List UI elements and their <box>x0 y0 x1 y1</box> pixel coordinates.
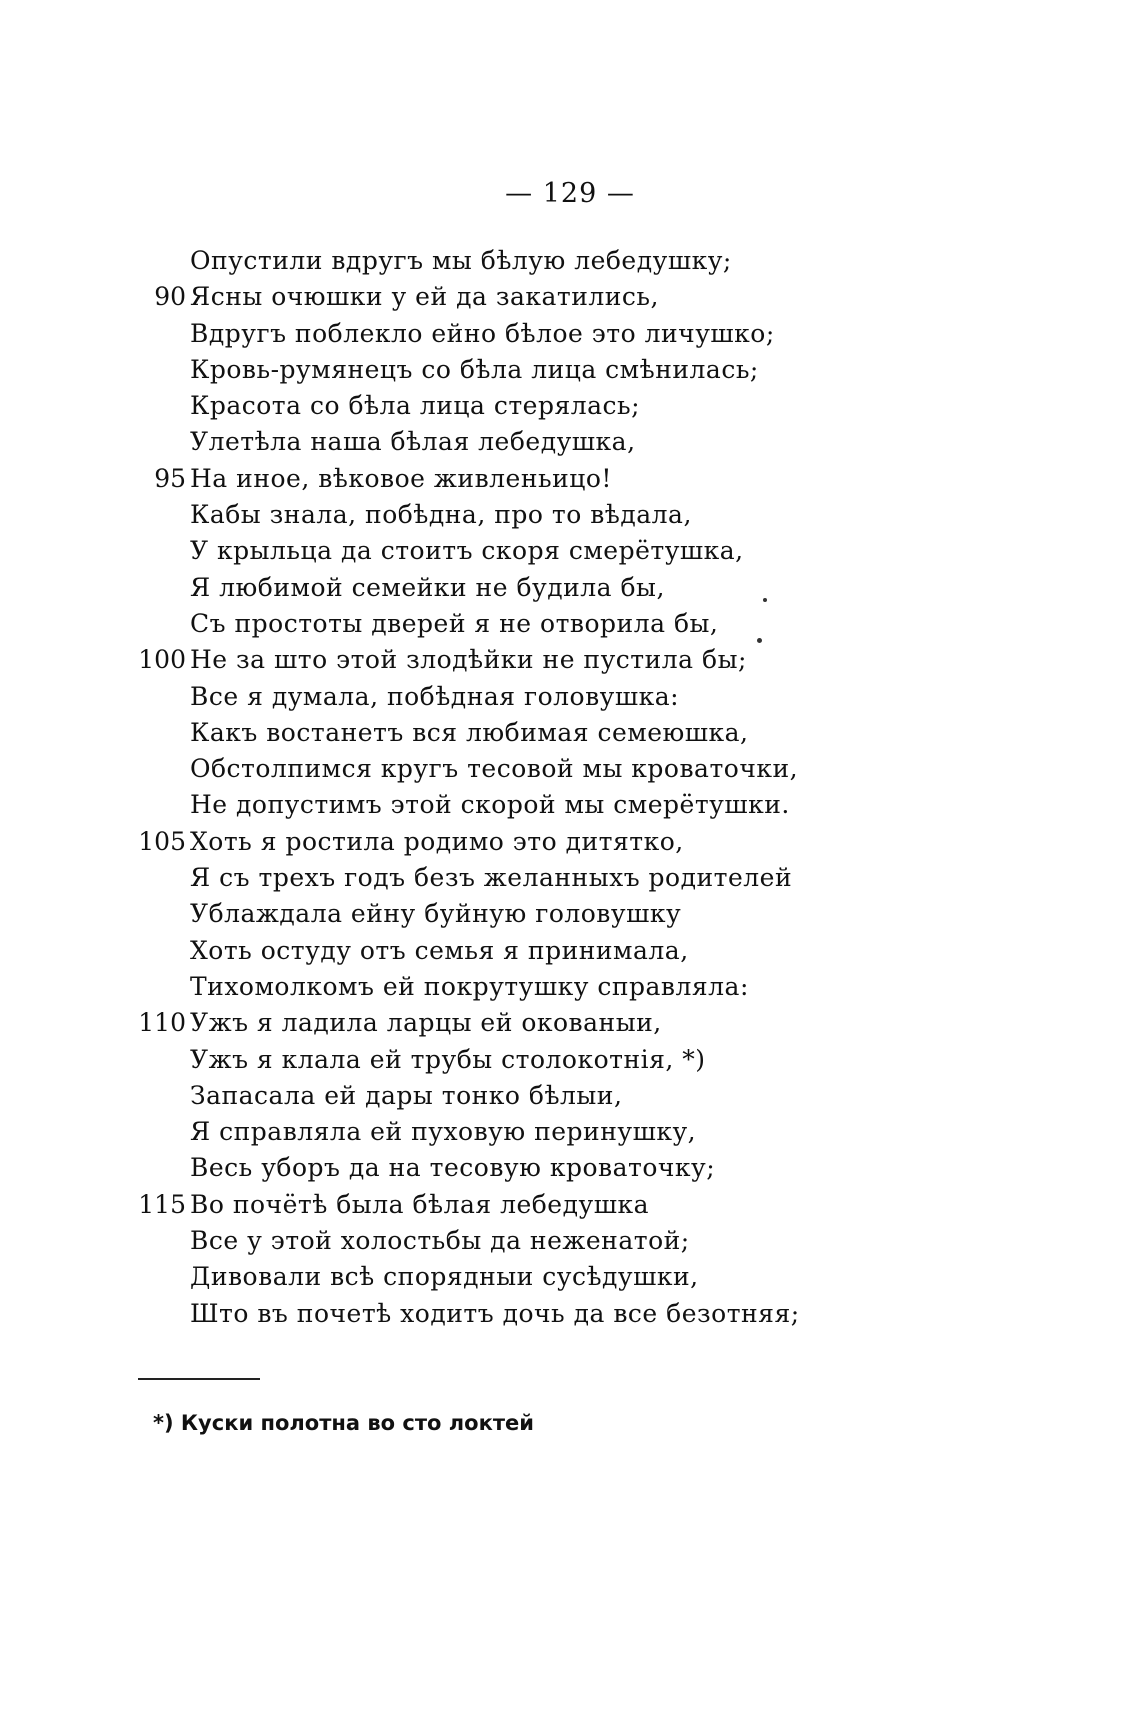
verse-line <box>130 352 1030 388</box>
print-speck <box>757 638 762 643</box>
line-text: Съ простоты дверей я не отворила бы, <box>190 608 719 638</box>
line-text: Все я думала, побѣдная головушка: <box>190 681 680 711</box>
verse-line <box>130 1259 1030 1295</box>
line-number: 100 <box>138 645 186 675</box>
line-number: 90 <box>154 282 186 312</box>
verse-line <box>130 461 1030 497</box>
line-text: Хоть остуду отъ семья я принимала, <box>190 935 689 965</box>
verse-line <box>130 715 1030 751</box>
verse-line <box>130 933 1030 969</box>
verse-line <box>130 606 1030 642</box>
verse-line <box>130 969 1030 1005</box>
line-text: Тихомолкомъ ей покрутушку справляла: <box>190 971 749 1001</box>
line-text: Весь уборъ да на тесовую кроваточку; <box>190 1153 716 1183</box>
verse-line <box>130 679 1030 715</box>
line-text: Не допустимъ этой скорой мы смерётушки. <box>190 790 790 820</box>
line-text: Все у этой холостьбы да неженатой; <box>190 1226 690 1256</box>
footnote: *) Куски полотна во сто локтей <box>153 1411 534 1435</box>
line-text: Обстолпимся кругъ тесовой мы кроваточки, <box>190 754 799 784</box>
line-text: Во почётѣ была бѣлая лебедушка <box>190 1189 649 1219</box>
page-number: — 129 — <box>505 178 635 209</box>
verse-line <box>130 424 1030 460</box>
poem-text <box>130 243 1030 1332</box>
line-text: Што въ почетѣ ходитъ дочь да все безотняя; <box>190 1298 800 1328</box>
line-text: У крыльца да стоитъ скоря смерётушка, <box>190 536 744 566</box>
line-text: Я съ трехъ годъ безъ желанныхъ родителей <box>190 863 793 893</box>
verse-line <box>130 1005 1030 1041</box>
verse-line <box>130 497 1030 533</box>
line-text: Какъ востанетъ вся любимая семеюшка, <box>190 717 749 747</box>
line-text: На иное, вѣковое живленьицо! <box>190 463 612 493</box>
verse-line <box>130 570 1030 606</box>
footnote-rule <box>138 1378 260 1380</box>
line-number: 105 <box>138 826 186 856</box>
print-speck <box>763 598 767 602</box>
verse-line <box>130 243 1030 279</box>
verse-line <box>130 279 1030 315</box>
verse-line <box>130 1114 1030 1150</box>
line-number: 110 <box>138 1008 186 1038</box>
line-text: Кровь-румянецъ со бѣла лица смѣнилась; <box>190 354 759 384</box>
verse-line <box>130 533 1030 569</box>
line-number: 95 <box>154 463 186 493</box>
line-text: Опустили вдругъ мы бѣлую лебедушку; <box>190 246 732 275</box>
verse-line <box>130 1187 1030 1223</box>
line-text: Хоть я ростила родимо это дитятко, <box>190 826 684 856</box>
verse-line <box>130 860 1030 896</box>
line-text: Ужъ я клала ей трубы столокотнія, *) <box>190 1044 706 1074</box>
verse-line <box>130 1150 1030 1186</box>
line-text: Улетѣла наша бѣлая лебедушка, <box>190 427 636 457</box>
line-text: Не за што этой злодѣйки не пустила бы; <box>190 645 747 675</box>
line-number: 115 <box>138 1189 186 1219</box>
line-text: Я справляла ей пуховую перинушку, <box>190 1117 697 1147</box>
verse-line <box>130 388 1030 424</box>
verse-line <box>130 824 1030 860</box>
verse-line <box>130 751 1030 787</box>
line-text: Красота со бѣла лица стерялась; <box>190 391 641 421</box>
verse-line <box>130 1223 1030 1259</box>
line-text: Ужъ я ладила ларцы ей окованыи, <box>190 1008 662 1038</box>
line-text: Вдругъ поблекло ейно бѣлое это личушко; <box>190 318 775 348</box>
verse-line <box>130 896 1030 932</box>
line-text: Я любимой семейки не будила бы, <box>190 572 665 602</box>
line-text: Кабы знала, побѣдна, про то вѣдала, <box>190 500 692 530</box>
verse-line <box>130 316 1030 352</box>
line-text: Дивовали всѣ спорядныи сусѣдушки, <box>190 1262 699 1292</box>
verse-line <box>130 1042 1030 1078</box>
line-text: Запасала ей дары тонко бѣлыи, <box>190 1080 623 1110</box>
line-text: Ясны очюшки у ей да закатились, <box>190 282 659 312</box>
verse-line <box>130 1296 1030 1332</box>
verse-line <box>130 1078 1030 1114</box>
line-text: Ублаждала ейну буйную головушку <box>190 899 682 929</box>
verse-line <box>130 787 1030 823</box>
verse-line <box>130 642 1030 678</box>
